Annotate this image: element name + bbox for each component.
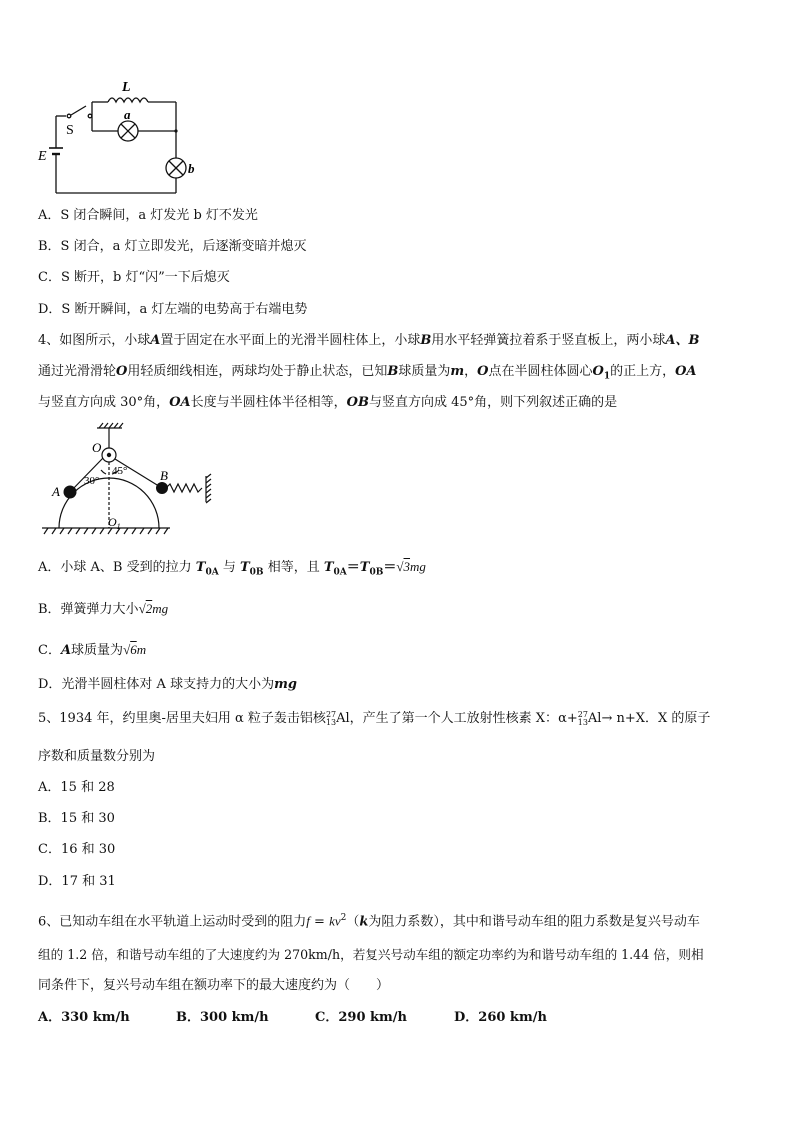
label-a: a	[124, 107, 131, 122]
q3-option-d: D．S 断开瞬间，a 灯左端的电势高于右端电势	[38, 302, 308, 317]
label-angle-30: 30°	[84, 475, 100, 487]
pulley-figure	[40, 422, 220, 540]
q5-option-d: D．17 和 31	[38, 874, 116, 889]
label-angle-45: 45°	[112, 465, 128, 477]
q4-option-d: D．光滑半圆柱体对 A 球支持力的大小为mg	[38, 677, 297, 692]
q4-option-b: B．弹簧弹力大小√2mg	[38, 601, 169, 617]
q5-stem-line1: 5、1934 年，约里奥-居里夫妇用 α 粒子轰击铝核27 13Al，产生了第一个人工放射性核素 X：α+27 13Al→ n+X．X 的原子	[38, 709, 711, 727]
label-O1: $O_1$	[108, 515, 121, 531]
q6-option-d: D．260 km/h	[454, 1010, 547, 1025]
q4-stem-line3: 与竖直方向成 30°角，OA长度与半圆柱体半径相等，OB与竖直方向成 45°角，则下列叙述正确的是	[38, 395, 618, 410]
q3-option-c: C．S 断开，b 灯“闪”一下后熄灭	[38, 270, 230, 285]
q4-option-a: A．小球 A、B 受到的拉力 $T_{0A}$ 与 $T_{0B}$ 相等，且 $T_{0A}=T_{0B}=√3mg$	[38, 559, 426, 578]
circuit-figure	[36, 78, 206, 198]
q6-option-b: B．300 km/h	[176, 1010, 269, 1025]
q3-option-b: B．S 闭合，a 灯立即发光，后逐渐变暗并熄灭	[38, 239, 307, 254]
q6-option-c: C．290 km/h	[315, 1010, 407, 1025]
q6-stem-line3: 同条件下，复兴号动车组在额功率下的最大速度约为（ ）	[38, 978, 390, 993]
label-B: B	[160, 468, 168, 483]
q6-option-a: A．330 km/h	[38, 1010, 130, 1025]
label-E: E	[38, 149, 47, 164]
q4-stem-line2: 通过光滑滑轮O用轻质细线相连，两球均处于静止状态，已知B球质量为m，O点在半圆柱体圆心$O_1$的正上方，OA	[38, 364, 697, 382]
q6-stem-line2: 组的 1.2 倍，和谐号动车组的了大速度约为 270km/h，若复兴号动车组的额定功率约为和谐号动车组的 1.44 倍，则相	[38, 947, 704, 962]
q5-option-b: B．15 和 30	[38, 811, 115, 826]
label-L: L	[122, 80, 131, 95]
label-S: S	[66, 123, 74, 138]
q4-stem-line1: 4、如图所示，小球A置于固定在水平面上的光滑半圆柱体上，小球B用水平轻弹簧拉着系于竖直板上，两小球A、B	[38, 333, 700, 348]
q4-option-c: C．A球质量为√6m	[38, 642, 147, 658]
q6-stem-line1: 6、已知动车组在水平轨道上运动时受到的阻力$f = kv^2(k$为阻力系数），其中和谐号动车组的阻力系数是复兴号动车	[38, 913, 700, 930]
label-A: A	[52, 484, 60, 499]
q6-options	[38, 1009, 547, 1027]
q5-stem-line2: 序数和质量数分别为	[38, 749, 156, 764]
q5-option-c: C．16 和 30	[38, 842, 116, 857]
label-O: O	[92, 440, 102, 455]
q3-option-a: A．S 闭合瞬间，a 灯发光 b 灯不发光	[38, 208, 258, 223]
q5-option-a: A．15 和 28	[38, 780, 115, 795]
label-b: b	[188, 161, 195, 176]
